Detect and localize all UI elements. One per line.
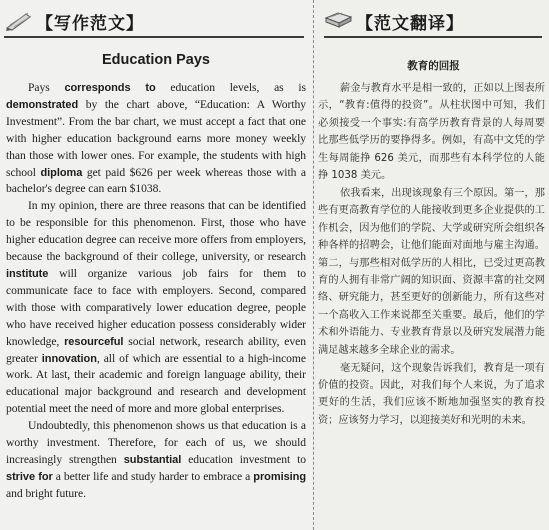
section-title: 【范文翻译】 — [356, 13, 464, 34]
pen-icon — [4, 10, 34, 32]
essay-paragraph-2: In my opinion, there are three reasons that can be identified to be responsible for this phenomenon. First, those who have higher education degree can receive more offers from employers, because the background of their college, university, or research institute will organize various job fairs for them to communicate face to face with employers. Second, compared with those with comparatively lower education degree, people who have received higher education possess considerably wider knowledge, resourceful social network, research ability, even greater innovation, all of which are essential to a high-income work. At last, their academic and foreign language ability, their educational major background and research and development potential meet the need of more and more global enterprises. — [6, 199, 306, 416]
book-icon — [324, 10, 354, 32]
translation-paragraph-1: 薪金与教育水平是相一致的，正如以上图表所示，“教育:值得的投资”。从柱状图中可知，我们必须接受一个事实:有高学历教育背景的人每周要比那些低学历的要挣得多。例如，有高中文凭的学生每周能挣 626 美元，而那些有本科学位的人能挣 1038 美元。 — [318, 83, 545, 182]
essay-title: Education Pays — [102, 52, 210, 68]
translation-paragraph-2: 依我看来，出现该现象有三个原因。第一，那些有更高教育学位的人能接收到更多企业提供的工作机会，因为他们的学院、大学或研究所会组织各种各样的招聘会，让他们能面对面地与雇主沟通。第二，与那些相对低学历的人相比，已受过更高教育的人拥有非常广阔的知识面、资源丰富的社交网络、研究能力，甚至更好的创新能力，所有这些对一个高收入工作来说都至关重要。最后，他们的学术和外语能力、专业教育背景以及研究发展潜力能满足越来越多全球企业的需求。 — [318, 187, 545, 356]
essay-paragraph-1: Pays corresponds to education levels, as is demonstrated by the chart above, “Education: A Worthy Investment”. From the bar chart, we must accept a fact that one with higher education background earns more money weekly than those with lower ones. For example, the students with high school diploma get paid $626 per week whereas those with a bachelor's degree can earn $1038. — [6, 81, 306, 196]
header-rule — [4, 36, 304, 38]
keyword: institute — [6, 267, 49, 280]
essay-body — [6, 80, 306, 503]
keyword: diploma — [40, 166, 83, 179]
section-title: 【写作范文】 — [36, 13, 144, 34]
keyword: demonstrated — [6, 98, 79, 111]
column-divider — [313, 0, 314, 530]
keyword: strive for — [6, 470, 53, 483]
section-header-translation — [324, 8, 464, 34]
translation-body — [318, 80, 545, 430]
header-rule — [324, 36, 542, 38]
essay-paragraph-3: Undoubtedly, this phenomenon shows us that education is a worthy investment. Therefore, for each of us, we should increasingly strengthen substantial education investment to strive for a better life and study harder to embrace a promising and bright future. — [6, 419, 306, 500]
translation-title: 教育的回报 — [407, 60, 460, 72]
section-header-sample-essay — [4, 8, 144, 34]
translation-paragraph-3: 毫无疑问，这个现象告诉我们，教育是一项有价值的投资。因此，对我们每个人来说，为了追求更好的生活，我们应该不断地加强坚实的教育投资；应该努力学习，以迎接美好和光明的未来。 — [318, 362, 545, 426]
chinese-column — [318, 0, 549, 530]
keyword: innovation — [41, 352, 97, 365]
keyword: promising — [253, 470, 306, 483]
keyword: resourceful — [64, 335, 124, 348]
keyword: substantial — [123, 453, 182, 466]
keyword: corresponds to — [64, 82, 156, 94]
